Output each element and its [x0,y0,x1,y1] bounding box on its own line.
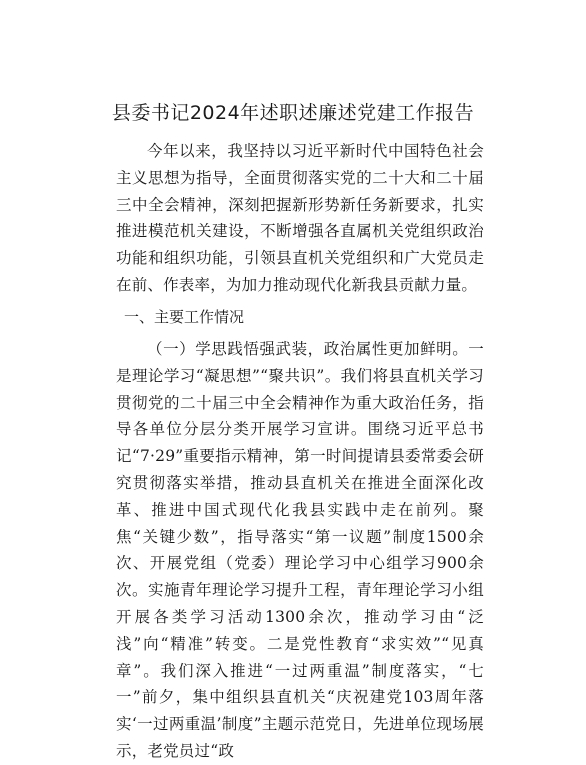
section-paragraph-block [116,336,484,765]
intro-paragraph-block [116,138,484,299]
intro-paragraph: 今年以来，我坚持以习近平新时代中国特色社会主义思想为指导，全面贯彻落实党的二十大和二十届三中全会精神，深刻把握新形势新任务新要求，扎实推进模范机关建设，不断增强各直属机关党组织政治功能和组织功能，引领县直机关党组织和广大党员走在前、作表率，为加力推动现代化新我县贡献力量。 [116,142,484,294]
document-title: 县委书记2024年述职述廉述党建工作报告 [111,102,475,124]
section-heading: 一、主要工作情况 [124,308,245,326]
section-paragraph: （一）学思践悟强武装，政治属性更加鲜明。一是理论学习“凝思想”“聚共识”。我们将县直机关学习贯彻党的二十届三中全会精神作为重大政治任务，指导各单位分层分类开展学习宣讲。围绕习近平总书记“7·29”重要指示精神，第一时间提请县委常委会研究贯彻落实举措，推动县直机关在推进全面深化改革、推进中国式现代化我县实践中走在前列。聚焦“关键少数”，指导落实“第一议题”制度1500余次、开展党组（党委）理论学习中心组学习900余次。实施青年理论学习提升工程，青年理论学习小组开展各类学习活动1300余次，推动学习由“泛浅”向“精准”转变。二是党性教育“求实效”“见真章”。我们深入推进“一过两重温”制度落实，“七一”前夕，集中组织县直机关“庆祝建党103周年落实‘一过两重温’制度”主题示范党日，先进单位现场展示，老党员过“政 [116,340,484,760]
